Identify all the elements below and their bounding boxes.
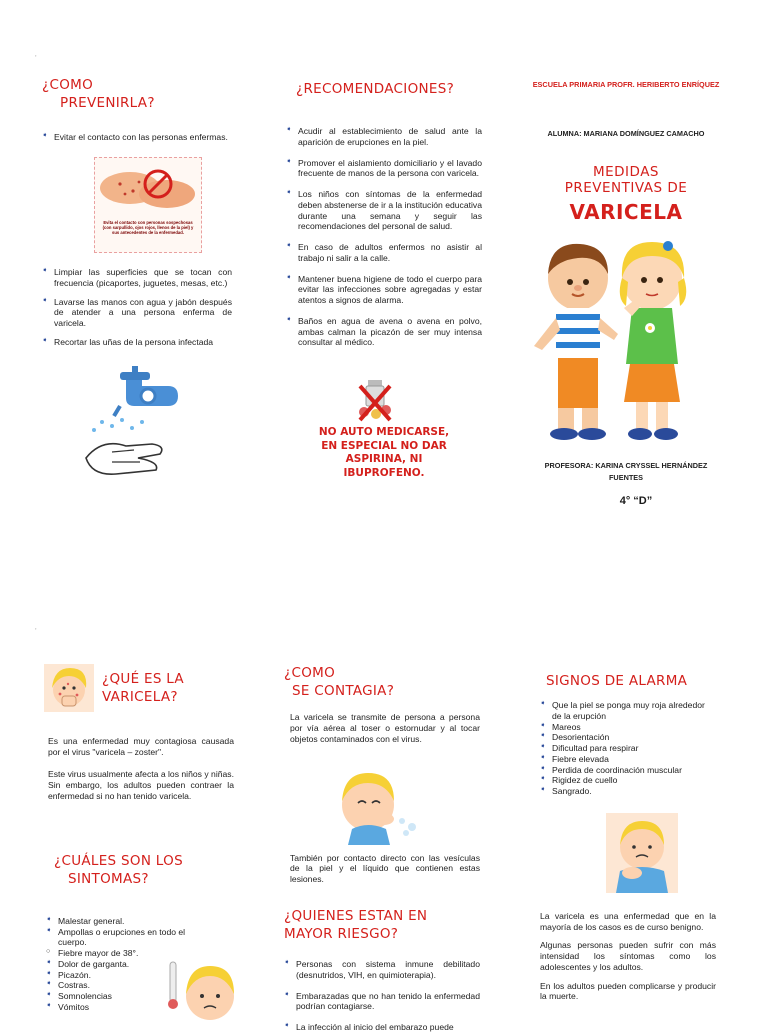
warning-signs-text (540, 911, 716, 1002)
list-item: ➧ Rigidez de cuello (540, 775, 618, 786)
list-item: ➧ Sangrado. (540, 786, 592, 797)
list-item: ➧ Limpiar las superficies que se tocan con frecuencia (picaportes, juguetes, mesas, etc.) (42, 267, 232, 288)
warning-signs-title: SIGNOS DE ALARMA (546, 673, 688, 689)
paragraph: La varicela se transmite de persona a persona por vía aérea al toser o estornudar y al tocar objetos contaminados con el virus. (290, 712, 480, 744)
image-caption: Evita el contacto con personas sospechosas (con sarpullido, ojos rojos, llenos de la piel) y sus antecedentes de la enfermedad. (102, 220, 194, 236)
recommendations-list (286, 126, 482, 348)
list-item: ➧ En caso de adultos enfermos no asistir al trabajo ni salir a la calle. (286, 242, 482, 263)
title-line: ¿QUÉ ES LA (102, 671, 184, 687)
warning-line: ASPIRINA, NI (345, 453, 423, 466)
list-item: ➧ Lavarse las manos con agua y jabón después de atender a una persona enferma de varicela. (42, 296, 232, 329)
list-item: ➧ Recortar las uñas de la persona infectada (42, 336, 214, 347)
paragraph: También por contacto directo con las vesículas de la piel y el líquido que contienen estas lesiones. (290, 852, 480, 885)
panel-what-is (44, 660, 234, 1024)
cover-title (516, 164, 736, 224)
list-item: ➧ Acudir al establecimiento de salud ante la aparición de erupciones en la piel. (286, 126, 482, 147)
list-item: ➧ Promover el aislamiento domiciliario y el lavado frecuente de manos de la persona con varicela. (286, 157, 482, 179)
title-line: PREVENTIVAS DE (564, 180, 688, 196)
list-item: ➧ Perdida de coordinación muscular (540, 764, 682, 775)
title-line: VARICELA (569, 200, 683, 224)
list-item: ➧ Desorientación (540, 732, 610, 743)
paragraph: En los adultos pueden complicarse y producir la muerte. (540, 980, 716, 1002)
teacher-line: PROFESORA: KARINA CRYSSEL HERNÁNDEZ (544, 461, 708, 470)
list-item: ➧ Picazón. (46, 969, 91, 980)
list-item: ➧ Evitar el contacto con las personas enfermas. (42, 132, 228, 143)
list-item: ➧ Malestar general. (46, 916, 125, 926)
school-name: ESCUELA PRIMARIA PROFR. HERIBERTO ENRÍQUEZ (532, 80, 720, 89)
list-item: ➧ Embarazadas que no han tenido la enfermedad podrían contagiarse. (284, 990, 480, 1012)
list-item: ➧ Somnolencias (46, 991, 112, 1002)
list-item: ➧ Vómitos (46, 1001, 90, 1012)
prevention-title (42, 76, 232, 112)
handwashing-image (82, 366, 178, 484)
thermometer-girl-image (164, 956, 240, 1026)
paragraph: La varicela es una enfermedad que en la mayoría de los casos es de curso benigno. (540, 910, 716, 932)
warning-line: NO AUTO MEDICARSE, (318, 425, 450, 438)
list-item: ➧ Personas con sistema inmune debilitado (desnutridos, VIH, en quimioterapia). (284, 959, 480, 981)
title-line: ¿QUIENES ESTAN EN (284, 907, 428, 924)
sneezing-girl-image (328, 765, 426, 845)
title-line: ¿COMO (284, 665, 335, 681)
contagion-title (284, 664, 480, 700)
list-item: ○ Fiebre mayor de 38°. (46, 948, 139, 959)
list-item: ➧ La infección al inicio del embarazo puede (284, 1022, 454, 1033)
panel-prevention (42, 76, 232, 536)
list-item: ➧ Costras. (46, 980, 90, 991)
list-item: ➧ Ampollas o erupciones en todo el cuerpo. (46, 926, 186, 948)
grade-label: 4° “D” (619, 495, 653, 508)
title-line: VARICELA? (102, 689, 178, 706)
paragraph: Algunas personas pueden sufrir con más intensidad los síntomas como los adolescentes y los adultos. (540, 940, 716, 972)
list-item: ➧ Baños en agua de avena o avena en polvo, ambas calman la picazón de ser muy intensa consultar al médico. (286, 315, 482, 348)
warning-line: EN ESPECIAL NO DAR (321, 439, 447, 452)
scratching-girl-image (606, 813, 678, 893)
panel-contagion (284, 664, 480, 1033)
list-item: ➧ Dificultad para respirar (540, 743, 639, 754)
student-name: ALUMNA: MARIANA DOMÍNGUEZ CAMACHO (547, 129, 705, 138)
kids-illustration (528, 234, 704, 452)
title-line: ¿COMO (42, 77, 93, 93)
sick-girl-image (44, 664, 94, 712)
title-line: ¿CUÁLES SON LOS (54, 853, 183, 869)
list-item: ➧ Mantener buena higiene de todo el cuerpo para evitar las infecciones sobre agregadas y estar atentos a signos de alarma. (286, 273, 482, 306)
teacher-name (516, 460, 736, 483)
panel-warning-signs (540, 672, 716, 1024)
list-item: ➧ Fiebre elevada (540, 753, 609, 764)
title-line: PREVENIRLA? (60, 95, 155, 112)
prevention-list (42, 132, 232, 143)
risk-title (284, 907, 480, 943)
paragraph: Es una enfermedad muy contagiosa causada por el virus "varicela – zoster". (48, 736, 234, 757)
list-item: ➧ Los niños con síntomas de la enfermedad deben abstenerse de ir a la institución educativa durante una semana y seguir las recomendaciones del personal de salud. (286, 189, 482, 232)
title-line: MEDIDAS (592, 164, 660, 180)
what-is-text (48, 736, 234, 802)
scan-mark: , (35, 625, 37, 631)
paragraph: Este virus usualmente afecta a los niños y niñas. Sin embargo, los adultos pueden contraer la enfermedad si no han tenido varicela. (48, 769, 234, 801)
teacher-line: FUENTES (608, 472, 644, 482)
warning-signs-list (540, 700, 716, 797)
no-self-medication-warning (286, 426, 482, 481)
title-line: MAYOR RIESGO? (284, 926, 399, 943)
warning-line: IBUPROFENO. (343, 466, 425, 479)
risk-list (284, 959, 480, 1033)
panel-recommendations (286, 80, 482, 550)
what-is-title (102, 670, 184, 706)
panel-cover (516, 80, 736, 550)
symptoms-title (54, 852, 183, 888)
prevention-list (42, 267, 232, 347)
recommendations-title: ¿RECOMENDACIONES? (296, 81, 455, 97)
contact-warning-image (94, 157, 202, 253)
title-line: SE CONTAGIA? (292, 683, 395, 700)
list-item: ➧ Que la piel se ponga muy roja alrededor de la erupción (540, 700, 705, 721)
list-item: ➧ Dolor de garganta. (46, 958, 130, 969)
list-item: ➧ Mareos (540, 721, 581, 732)
no-medication-icon (356, 378, 396, 424)
title-line: SINTOMAS? (68, 871, 149, 888)
scan-mark: , (35, 52, 37, 58)
